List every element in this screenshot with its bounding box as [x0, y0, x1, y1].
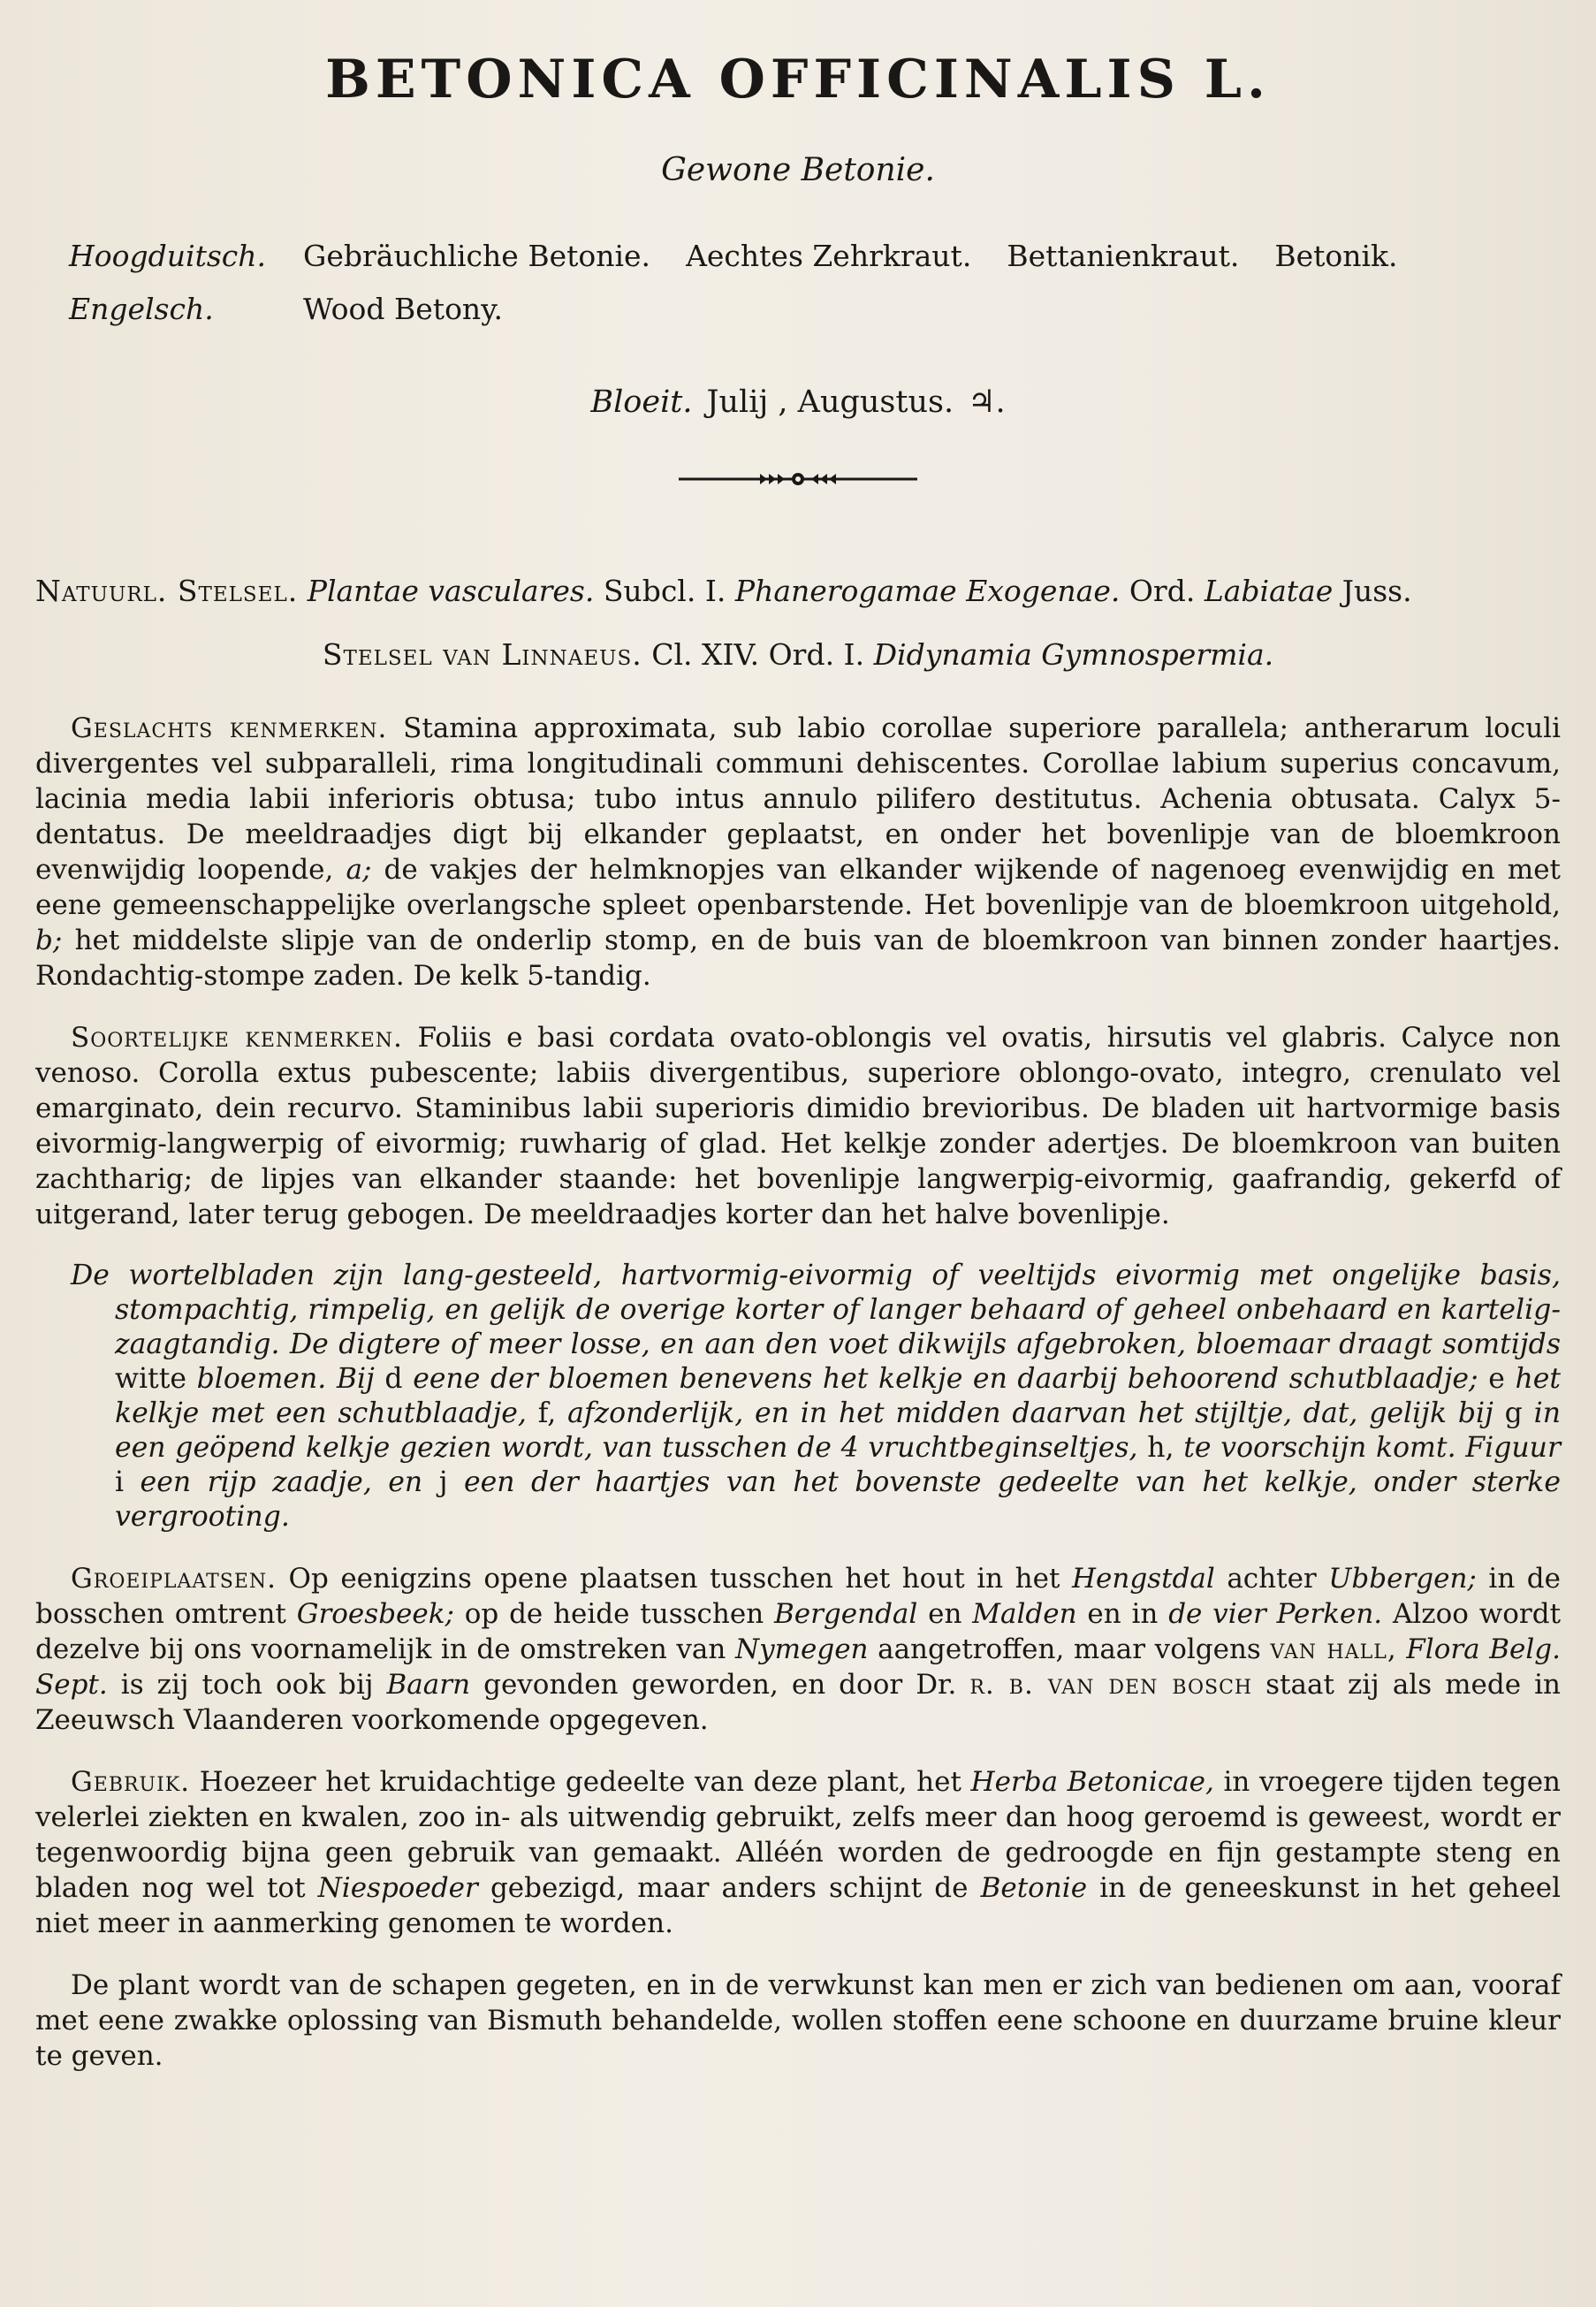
taxon: Phanerogamae Exogenae.	[734, 574, 1121, 608]
body-text: in vroegere tijden tegen velerlei ziekten en kwalen, zoo in- als uitwendig gebruikt, zelfs meer dan hoog geroemd is geweest, wordt er tegenwoordig bijna geen gebruik van gemaakt. Alléén worden de gedroogde en fijn gestampte steng en bladen nog wel tot	[35, 1766, 1561, 1904]
place-name: Nymegen	[734, 1633, 869, 1665]
place-name: Ubbergen;	[1328, 1563, 1477, 1595]
rank: Subcl. I.	[603, 574, 726, 608]
linnaean-system	[35, 633, 1561, 677]
section-label: Gebruik.	[71, 1766, 191, 1798]
figure-ref: d	[384, 1363, 403, 1395]
decorative-divider-icon	[679, 468, 917, 490]
figure-ref: h,	[1147, 1432, 1174, 1464]
body-text: Hoezeer het kruidachtige gedeelte van deze plant, het	[199, 1766, 961, 1798]
note-text: een rijp zaadje, en	[140, 1466, 423, 1498]
habitat	[35, 1561, 1561, 1738]
note-text: in een geöpend kelkje gezien wordt, van tusschen de 4 vruchtbeginseltjes,	[115, 1397, 1562, 1464]
figure-ref: b;	[35, 925, 63, 956]
bloom-period	[35, 380, 1561, 424]
bloom-label: Bloeit.	[590, 384, 693, 420]
common-name: Betonik.	[1274, 239, 1398, 273]
body-text: en in	[1087, 1598, 1159, 1630]
figure-ref: g	[1504, 1397, 1523, 1429]
body-text: in de bosschen omtrent	[35, 1563, 1561, 1630]
section-label: Geslachts kenmerken.	[71, 712, 388, 744]
bloom-months: Julij , Augustus.	[706, 384, 954, 420]
page-title: BETONICA OFFICINALIS L.	[325, 49, 1271, 110]
rank: Cl. XIV.	[651, 637, 760, 672]
body-text: gebezigd, maar anders schijnt de	[490, 1872, 969, 1904]
term: Niespoeder	[317, 1872, 478, 1904]
body-text: Op eenigzins opene plaatsen tusschen het hout in het	[288, 1563, 1060, 1595]
body-text: staat zij als mede in Zeeuwsch Vlaanderen voorkomende opgegeven.	[35, 1669, 1561, 1736]
natural-system-label: Natuurl. Stelsel.	[35, 574, 299, 608]
body-text: achter	[1227, 1563, 1317, 1595]
body-text: Foliis e basi cordata ovato-oblongis vel ovatis, hirsutis vel glabris. Calyce non venoso. Corolla extus pubescente; labiis divergentibus, superiore oblongo-ovato, integro, crenulato vel emarginato, dein recurvo. Staminibus labii superioris dimidio brevioribus. De bladen uit hartvormige basis eivormig-langwerpig of eivormig; ruwharig of glad. Het kelkje zonder adertjes. De bloemkroon van buiten zachtharig; de lipjes van elkander staande: het bovenlipje langwerpig-eivormig, gaafrandig, gekerfd of uitgerand, later terug gebogen. De meeldraadjes korter dan het halve bovenlipje.	[35, 1022, 1561, 1230]
figure-ref: a;	[346, 854, 372, 886]
natural-system	[35, 569, 1561, 613]
note-text: eene der bloemen benevens het kelkje en daarbij behoorend schutblaadje;	[413, 1363, 1478, 1395]
taxon: Labiatae	[1204, 574, 1334, 608]
place-name: Bergendal	[773, 1598, 918, 1630]
taxon: Plantae vasculares.	[307, 574, 595, 608]
note-text: witte	[115, 1363, 186, 1395]
section-label: Soortelijke kenmerken.	[71, 1022, 403, 1054]
body-text: gevonden geworden, en door Dr.	[483, 1669, 957, 1701]
place-name: de vier Perken.	[1168, 1598, 1383, 1630]
page-subtitle: Gewone Betonie.	[661, 152, 935, 188]
linnaean-system-label: Stelsel van Linnaeus.	[322, 637, 642, 672]
note-text: De wortelbladen zijn lang-gesteeld, hartvormig-eivormig of veeltijds eivormig met ongelijke basis, stompachtig, rimpelig, en gelijk de overige korter of langer behaard of geheel onbehaard en kartelig-zaagtandig. De digtere of meer losse, en aan den voet dikwijls afgebroken, bloemaar draagt somtijds	[71, 1260, 1561, 1360]
place-name: Hengstdal	[1071, 1563, 1215, 1595]
taxon: Didynamia Gymnospermia.	[873, 637, 1274, 672]
body-text: de vakjes der helmknopjes van elkander wijkende of nagenoeg evenwijdig en met eene gemeenschappelijke overlangsche spleet openbarstende. Het bovenlipje van de bloemkroon uitgehold,	[35, 854, 1562, 921]
note-text: het kelkje met een schutblaadje,	[115, 1363, 1562, 1429]
place-name: Baarn	[386, 1669, 471, 1701]
body-text: aangetroffen, maar volgens	[878, 1633, 1261, 1665]
book-title: Flora Belg. Sept.	[35, 1633, 1561, 1701]
language-label: Hoogduitsch.	[69, 239, 266, 273]
figure-ref: i	[115, 1466, 125, 1498]
rank: Ord. I.	[768, 637, 865, 672]
perennial-symbol: ♃.	[968, 384, 1006, 420]
note-text: afzonderlijk, en in het midden daarvan het stijltje, dat, gelijk bij	[567, 1397, 1493, 1429]
common-name: Bettanienkraut.	[1007, 239, 1240, 273]
body-text: Alzoo wordt dezelve bij ons voornamelijk in de omstreken van	[35, 1598, 1562, 1665]
language-label: Engelsch.	[69, 292, 214, 326]
term: Betonie	[980, 1872, 1088, 1904]
common-names-row-german	[69, 230, 1561, 283]
body-text: op de heide tusschen	[464, 1598, 764, 1630]
common-name: Gebräuchliche Betonie.	[303, 239, 651, 273]
usage	[35, 1764, 1561, 1941]
authority: Juss.	[1341, 574, 1412, 608]
note-text: een der haartjes van het bovenste gedeelte van het kelkje, onder sterke vergrooting.	[115, 1466, 1562, 1533]
note-text: bloemen. Bij	[196, 1363, 375, 1395]
figure-ref: f,	[537, 1397, 557, 1429]
body-text: is zij toch ook bij	[120, 1669, 374, 1701]
place-name: Malden	[972, 1598, 1077, 1630]
figure-ref: e	[1488, 1363, 1505, 1395]
rank: Ord.	[1129, 574, 1196, 608]
note-text: te voorschijn komt. Figuur	[1183, 1432, 1562, 1464]
common-names	[69, 230, 1561, 336]
common-name: Aechtes Zehrkraut.	[686, 239, 972, 273]
author-name: van hall,	[1270, 1633, 1397, 1665]
section-label: Groeiplaatsen.	[71, 1563, 277, 1595]
body-text: in de geneeskunst in het geheel niet meer in aanmerking genomen te worden.	[35, 1872, 1561, 1939]
term: Herba Betonicae,	[970, 1766, 1214, 1798]
common-name: Wood Betony.	[303, 292, 503, 326]
genus-characteristics	[35, 711, 1561, 994]
body-text: Stamina approximata, sub labio corollae superiore parallela; antherarum loculi divergentes vel subparalleli, rima longitudinali communi dehiscentes. Corollae labium superius concavum, lacinia media labii inferioris obtusa; tubo intus annulo pilifero destitutus. Achenia obtusata. Calyx 5-dentatus. De meeldraadjes digt bij elkander geplaatst, en onder het bovenlipje van de bloemkroon evenwijdig loopende,	[35, 712, 1561, 886]
place-name: Groesbeek;	[296, 1598, 454, 1630]
figure-ref: j	[438, 1466, 448, 1498]
plate-description	[35, 1259, 1561, 1534]
body-text: en	[928, 1598, 962, 1630]
species-characteristics	[35, 1020, 1561, 1232]
closing-paragraph: De plant wordt van de schapen gegeten, en in de verwkunst kan men er zich van bedienen om aan, vooraf met eene zwakke oplossing van Bismuth behandelde, wollen stoffen eene schoone en duurzame bruine kleur te geven.	[35, 1969, 1561, 2072]
body-text: het middelste slipje van de onderlip stomp, en de buis van de bloemkroon van binnen zonder haartjes. Rondachtig-stompe zaden. De kelk 5-tandig.	[35, 925, 1561, 992]
author-name: r. b. van den bosch	[969, 1669, 1253, 1701]
common-names-row-english	[69, 283, 1561, 336]
